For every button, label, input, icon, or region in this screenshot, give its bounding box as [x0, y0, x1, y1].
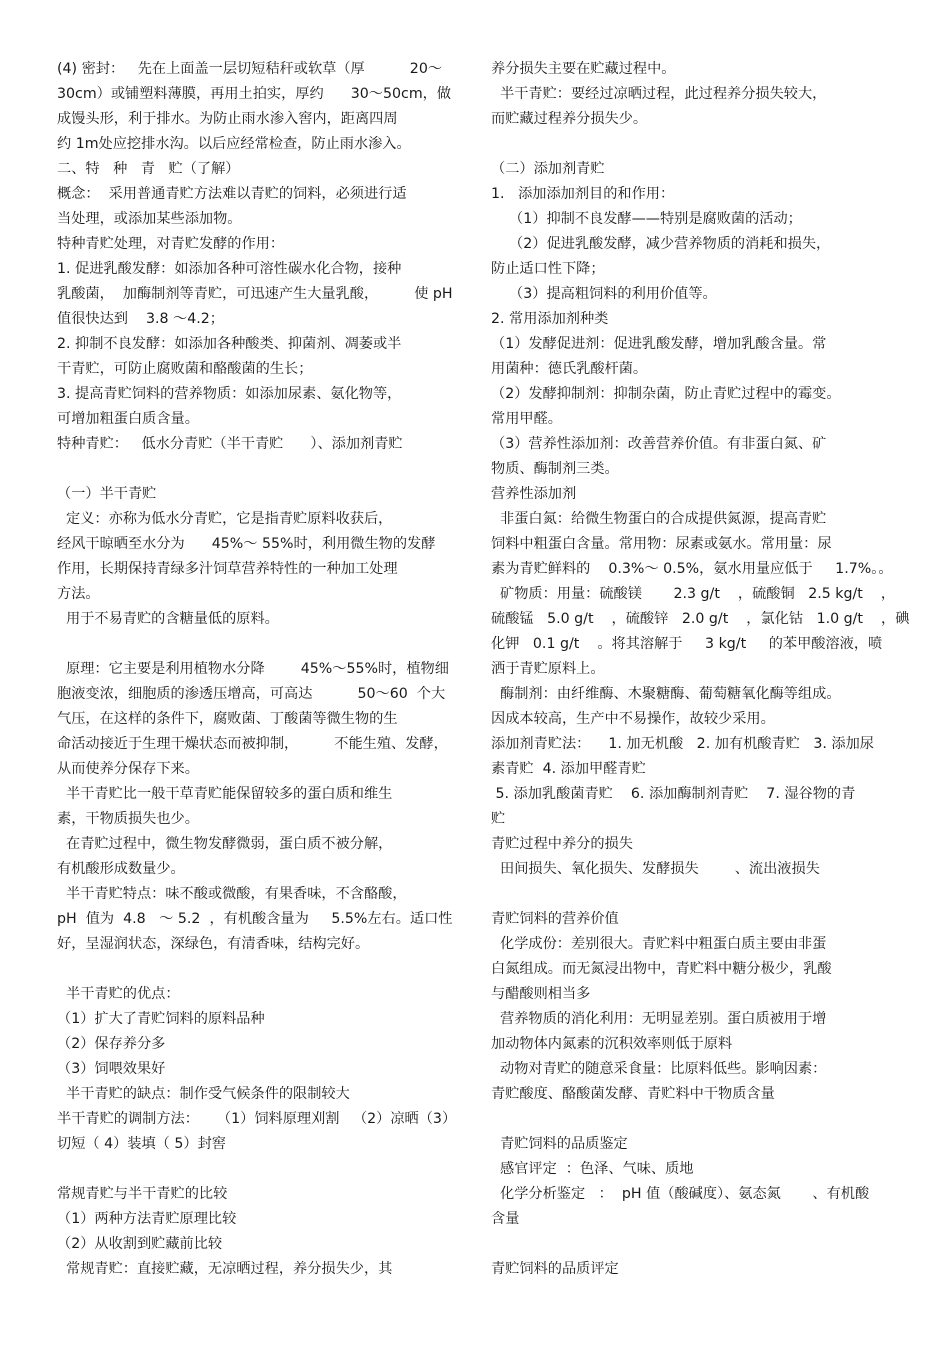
text-line: 洒于青贮原料上。 [491, 661, 605, 677]
text-line: （1）两种方法青贮原理比较 [57, 1211, 237, 1227]
blank-line [57, 1157, 477, 1182]
text-line: 可增加粗蛋白质含量。 [57, 411, 199, 427]
text-line: 当处理，或添加某些添加物。 [57, 211, 242, 227]
text-line: （1）发酵促进剂：促进乳酸发酵，增加乳酸含量。常 [491, 336, 827, 352]
text-line: 用于不易青贮的含糖量低的原料。 [57, 611, 279, 627]
text-line: （2）从收割到贮藏前比较 [57, 1236, 223, 1252]
text-line: 1. 添加添加剂目的和作用： [491, 186, 675, 202]
text-line: 1. 促进乳酸发酵：如添加各种可溶性碳水化合物，接种 [57, 261, 402, 277]
text-line: 动物对青贮的随意采食量：比原料低些。影响因素： [491, 1061, 827, 1077]
text-line: 5. 添加乳酸菌青贮 6. 添加酶制剂青贮 7. 湿谷物的青 [491, 786, 856, 802]
text-line: 防止适口性下降； [491, 261, 605, 277]
blank-line [491, 1232, 911, 1257]
text-line: 值很快达到 3.8 ～4.2； [57, 311, 224, 327]
text-line: 方法。 [57, 586, 100, 602]
text-line: （3）提高粗饲料的利用价值等。 [491, 286, 717, 302]
text-line: 素为青贮鲜料的 0.3%～ 0.5%，氨水用量应低于 1.7%。。 [491, 561, 893, 577]
text-line: 2. 抑制不良发酵：如添加各种酸类、抑菌剂、凋萎或半 [57, 336, 402, 352]
text-line: 白氮组成。而无氮浸出物中，青贮料中糖分极少，乳酸 [491, 961, 832, 977]
text-line: 贮 [491, 811, 506, 827]
text-line: 素青贮 4. 添加甲醛青贮 [491, 761, 646, 777]
text-line: 青贮饲料的营养价值 [491, 911, 619, 927]
text-line: 特种青贮： 低水分青贮（半干青贮 ）、添加剂青贮 [57, 436, 403, 452]
blank-line [57, 632, 477, 657]
text-line: （2）发酵抑制剂：抑制杂菌，防止青贮过程中的霉变。 [491, 386, 841, 402]
blank-line [491, 132, 911, 157]
text-line: 饲料中粗蛋白含量。常用物：尿素或氨水。常用量：尿 [491, 536, 832, 552]
text-line: 硫酸锰 5.0 g/t ，硫酸锌 2.0 g/t ，氯化钴 1.0 g/t ，碘 [491, 611, 910, 627]
text-line: 命活动接近于生理干燥状态而被抑制， 不能生殖、发酵， [57, 736, 448, 752]
text-line: 有机酸形成数量少。 [57, 861, 185, 877]
text-line: 干青贮，可防止腐败菌和酪酸菌的生长； [57, 361, 313, 377]
text-line: 气压，在这样的条件下，腐败菌、丁酸菌等微生物的生 [57, 711, 398, 727]
text-line: 从而使养分保存下来。 [57, 761, 199, 777]
text-line: 青贮过程中养分的损失 [491, 836, 633, 852]
text-line: 与醋酸则相当多 [491, 986, 591, 1002]
text-line: 营养物质的消化利用：无明显差别。蛋白质被用于增 [491, 1011, 827, 1027]
text-line: (4) 密封： 先在上面盖一层切短秸秆或软草（厚 20～ [57, 61, 443, 77]
text-line: 常规青贮与半干青贮的比较 [57, 1186, 228, 1202]
text-line: 青贮酸度、酪酸菌发酵、青贮料中干物质含量 [491, 1086, 775, 1102]
text-line: 养分损失主要在贮藏过程中。 [491, 61, 676, 77]
text-line: 半干青贮的缺点：制作受气候条件的限制较大 [57, 1086, 350, 1102]
text-line: 因成本较高，生产中不易操作，故较少采用。 [491, 711, 775, 727]
text-line: 约 1m处应挖排水沟。以后应经常检查，防止雨水渗入。 [57, 136, 411, 152]
text-line: 矿物质：用量：硫酸镁 2.3 g/t ，硫酸铜 2.5 kg/t ， [491, 586, 896, 602]
text-line: 成馒头形，利于排水。为防止雨水渗入窖内，距离四周 [57, 111, 398, 127]
text-line: 半干青贮的调制方法： （1）饲料原理刈割 （2）凉晒（3） [57, 1111, 457, 1127]
text-line: 3. 提高青贮饲料的营养物质：如添加尿素、氨化物等， [57, 386, 402, 402]
text-line: （2）保存养分多 [57, 1036, 166, 1052]
text-line: 常规青贮：直接贮藏，无凉晒过程，养分损失少，其 [57, 1261, 393, 1277]
text-line: 30cm）或铺塑料薄膜，再用土拍实，厚约 30～50cm，做 [57, 86, 452, 102]
text-line: 酶制剂：由纤维酶、木聚糖酶、葡萄糖氧化酶等组成。 [491, 686, 841, 702]
blank-line [491, 882, 911, 907]
text-line: 加动物体内氮素的沉积效率则低于原料 [491, 1036, 733, 1052]
text-line: 原理：它主要是利用植物水分降 45%～55%时，植物细 [57, 661, 449, 677]
text-line: 半干青贮比一般干草青贮能保留较多的蛋白质和维生 [57, 786, 393, 802]
text-line: （1）扩大了青贮饲料的原料品种 [57, 1011, 265, 1027]
text-line: 化学分析鉴定 ： pH 值（酸碱度）、氨态氮 、有机酸 [491, 1186, 870, 1202]
text-line: 半干青贮的优点： [57, 986, 180, 1002]
text-line: 胞液变浓，细胞质的渗透压增高，可高达 50～60 个大 [57, 686, 446, 702]
text-line: 半干青贮特点：味不酸或微酸，有果香味，不含酪酸， [57, 886, 407, 902]
text-line: 非蛋白氮：给微生物蛋白的合成提供氮源，提高青贮 [491, 511, 827, 527]
text-line: （3）营养性添加剂：改善营养价值。有非蛋白氮、矿 [491, 436, 827, 452]
text-line: （1）抑制不良发酵——特别是腐败菌的活动； [491, 211, 802, 227]
text-line: 素，干物质损失也少。 [57, 811, 199, 827]
text-line: 含量 [491, 1211, 520, 1227]
text-line: 常用甲醛。 [491, 411, 562, 427]
text-line: （二）添加剂青贮 [491, 161, 605, 177]
text-line: 二、特 种 青 贮（了解） [57, 161, 240, 177]
text-line: 作用，长期保持青绿多汁饲草营养特性的一种加工处理 [57, 561, 398, 577]
right-column [491, 57, 911, 1282]
text-line: 定义：亦称为低水分青贮，它是指青贮原料收获后， [57, 511, 393, 527]
text-line: 经风干晾晒至水分为 45%～ 55%时，利用微生物的发酵 [57, 536, 436, 552]
text-line: 营养性添加剂 [491, 486, 577, 502]
text-line: 乳酸菌， 加酶制剂等青贮，可迅速产生大量乳酸， 使 pH [57, 286, 453, 302]
text-line: 2. 常用添加剂种类 [491, 311, 609, 327]
text-line: 添加剂青贮法： 1. 加无机酸 2. 加有机酸青贮 3. 添加尿 [491, 736, 874, 752]
text-line: 田间损失、氧化损失、发酵损失 、流出液损失 [491, 861, 820, 877]
text-line: （2）促进乳酸发酵，减少营养物质的消耗和损失， [491, 236, 831, 252]
text-line: 青贮饲料的品质评定 [491, 1261, 619, 1277]
text-line: 而贮藏过程养分损失少。 [491, 111, 648, 127]
text-line: 青贮饲料的品质鉴定 [491, 1136, 628, 1152]
text-line: 用菌种：德氏乳酸杆菌。 [491, 361, 648, 377]
text-line: 半干青贮：要经过凉晒过程，此过程养分损失较大， [491, 86, 827, 102]
text-line: 概念： 采用普通青贮方法难以青贮的饲料，必须进行适 [57, 186, 407, 202]
text-line: 化学成份：差别很大。青贮料中粗蛋白质主要由非蛋 [491, 936, 827, 952]
text-line: 化钾 0.1 g/t 。将其溶解于 3 kg/t 的苯甲酸溶液，喷 [491, 636, 883, 652]
blank-line [491, 1107, 911, 1132]
text-line: （一）半干青贮 [57, 486, 157, 502]
text-line: 好，呈湿润状态，深绿色，有清香味，结构完好。 [57, 936, 370, 952]
text-line: 在青贮过程中，微生物发酵微弱，蛋白质不被分解， [57, 836, 393, 852]
text-line: 切短（ 4）装填（ 5）封窖 [57, 1136, 226, 1152]
blank-line [57, 957, 477, 982]
text-line: （3）饲喂效果好 [57, 1061, 166, 1077]
text-line: 特种青贮处理，对青贮发酵的作用： [57, 236, 285, 252]
blank-line [57, 457, 477, 482]
text-line: pH 值为 4.8 ～ 5.2 ，有机酸含量为 5.5%左右。适口性 [57, 911, 453, 927]
text-line: 感官评定 ：色泽、气味、质地 [491, 1161, 694, 1177]
left-column [57, 57, 477, 1282]
text-line: 物质、酶制剂三类。 [491, 461, 619, 477]
